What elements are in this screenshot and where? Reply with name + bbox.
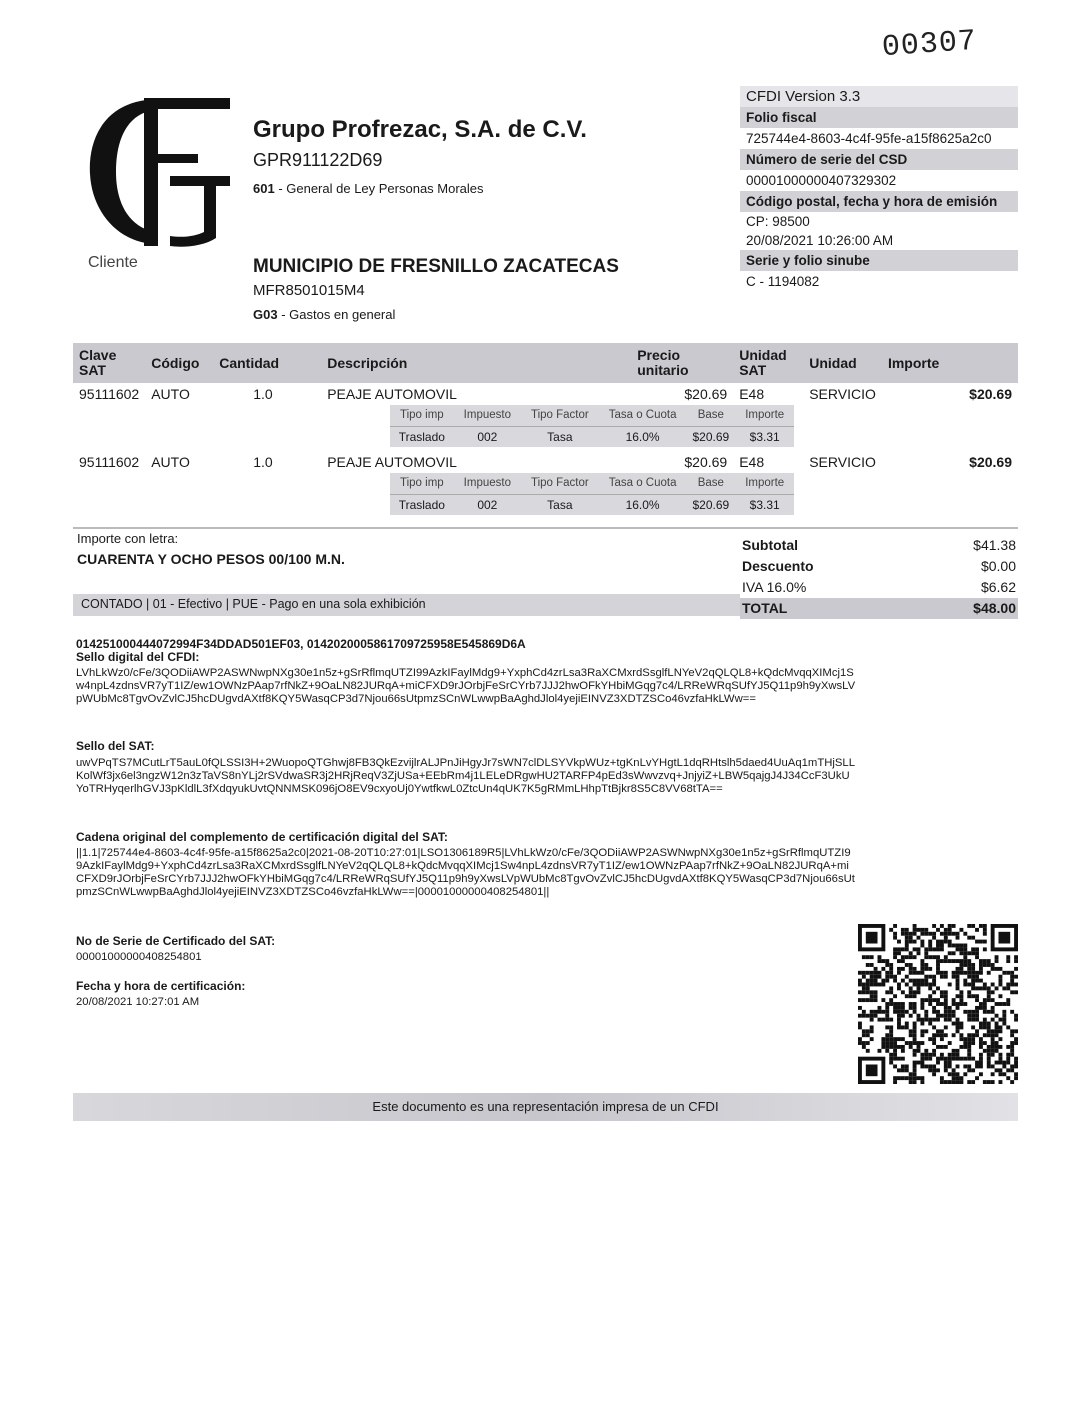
client-name: MUNICIPIO DE FRESNILLO ZACATECAS <box>253 256 619 277</box>
certificate-numbers: 014251000444072994F34DDAD501EF03, 01420200058617097259​58E545869D6A <box>76 637 526 651</box>
serie-folio: C - 1194082 <box>746 274 820 289</box>
tax-header: Base <box>686 405 735 427</box>
tax-cell: $20.69 <box>692 430 730 444</box>
folio-fiscal: 725744e4-8603-4c4f-95fe-a15f8625a2c0 <box>746 131 992 146</box>
tax-header: Importe <box>735 405 794 427</box>
cert-date-label: Fecha y hora de certificación: <box>76 979 246 993</box>
footer-note: Este documento es una representación impresa de un CFDI <box>73 1093 1018 1121</box>
client-uso-cfdi <box>253 307 619 322</box>
tax-header: Impuesto <box>454 473 521 495</box>
amount-words-label: Importe con letra: <box>77 531 179 546</box>
cadena-label: Cadena original del complemento de certificación digital del SAT: <box>76 830 448 844</box>
tax-header: Tipo imp <box>390 473 454 495</box>
uso-code: G03 <box>253 307 278 322</box>
folio-fiscal-label: Folio fiscal <box>740 107 1018 128</box>
tax-header: Tasa o Cuota <box>599 405 687 427</box>
cell-unidad: SERVICIO <box>809 454 876 470</box>
tax-row <box>73 473 1018 519</box>
cell-importe: $20.69 <box>969 386 1012 402</box>
tax-header: Tasa o Cuota <box>599 473 687 495</box>
iva-value: $6.62 <box>980 579 1016 595</box>
table-row <box>73 383 1018 405</box>
tax-cell: Traslado <box>398 498 445 512</box>
col-cantidad: Cantidad <box>213 343 321 383</box>
discount-row <box>740 556 1018 577</box>
emission-label: Código postal, fecha y hora de emisión <box>740 191 1018 212</box>
sat-cert-section <box>76 935 856 964</box>
iva-row <box>740 577 1018 598</box>
cell-unidad-sat: E48 <box>739 454 765 470</box>
table-row <box>73 451 1018 473</box>
tax-cell: 16.0% <box>625 430 660 444</box>
sello-sat-section <box>76 740 856 796</box>
col-unidad-sat: Unidad SAT <box>733 343 803 383</box>
tax-cell: 16.0% <box>625 498 660 512</box>
client-rfc: MFR8501015M4 <box>253 282 365 299</box>
issuer-regimen <box>253 181 587 196</box>
sello-cfdi: LVhLkWz0/cFe/3QODiiAWP2ASWNwpNXg30e1n5z+gSrRflmqUTZI99AzkIFaylMdg9+YxphCd4zrLsa3RaXCMxrdSsglfLNYeV2qQLQL8+kQdcMvqqXIMcj1Sw4npL4zdnsVR7yT1IZ/ew1OWNzPAap7rfNkZ+9OaLN82JURqA+miCFXD9rJOrbjFeSrCYrb7JJJ2hwOFkYHbiMGqg7c4/LRReWRqSUfYJ5Q11p9h9yXwsLVpWUbMc8TgvOvZvlCJ5hcDUgvdAXtf8KQY5WasqCP3d7Njou66sUtpmzSCnWLwwpBaAghdJlol4yejiEINVZ3XDTZSCo46vzfaHkLWw== <box>76 667 856 705</box>
postal-code: CP: 98500 <box>746 214 810 229</box>
client-block <box>253 256 619 322</box>
tax-header: Tipo imp <box>390 405 454 427</box>
csd-number: 00001000000407329302 <box>746 173 897 188</box>
amount-words: CUARENTA Y OCHO PESOS 00/100 M.N. <box>77 551 345 567</box>
csd-label: Número de serie del CSD <box>740 149 1018 170</box>
handwritten-folio-stamp: 00307 <box>880 24 979 66</box>
cell-clave: 95111602 <box>79 386 140 402</box>
discount-value: $0.00 <box>980 558 1016 574</box>
sat-cert-label: No de Serie de Certificado del SAT: <box>76 934 276 948</box>
company-logo <box>84 92 234 252</box>
client-label: Cliente <box>88 254 138 271</box>
qr-code <box>858 924 1018 1084</box>
cert-date-section <box>76 980 856 1009</box>
col-unidad: Unidad <box>803 343 882 383</box>
cell-descripcion: PEAJE AUTOMOVIL <box>327 454 457 470</box>
total-value: $48.00 <box>973 600 1016 616</box>
cell-unidad: SERVICIO <box>809 386 876 402</box>
sello-sat-label: Sello del SAT: <box>76 739 155 753</box>
tax-cell: $3.31 <box>749 498 780 512</box>
payment-method-bar: CONTADO | 01 - Efectivo | PUE - Pago en una sola exhibición <box>73 594 740 616</box>
sello-sat: uwVPqTS7MCutLrT5auL0fQLSSI3H+2WuopoQTGhwj8FB3QkEzvijlrALJPnJiHgyJr7sWN7clDLSYVkpWUz+tgKnLvYHgtL1dqRHtslh5daed4UuAq1mTHjSLLKolWf3jx6el3ngzW12n3zTaVS8nYLj2rSVdwaSR3j2HRjReqV3ZjUSa+EEbRm4j1LELeDRgwHU2TARFP4pEd3sWwvzvq+JnjyiZ+LBW5qajgJ4J34CcF3UkUYoTRHyqerlhGVJ3pKldlL3fXdqyukUvtQNNMSK096jO8EV9cxyoUj0YwtfkwL0ZtcUn4qUK7K5gRMmLHhpTtBjkr8S5C8VV68tTA== <box>76 757 855 795</box>
sello-cfdi-label: Sello digital del CFDI: <box>76 650 200 664</box>
tax-cell: Traslado <box>398 430 445 444</box>
subtotal-value: $41.38 <box>973 537 1016 553</box>
tax-header: Tipo Factor <box>521 405 599 427</box>
cell-precio: $20.69 <box>684 386 728 402</box>
cell-codigo: AUTO <box>151 386 190 402</box>
totals-block <box>740 535 1018 619</box>
tax-table <box>390 405 794 447</box>
discount-label: Descuento <box>742 558 814 574</box>
tax-cell: $3.31 <box>749 430 780 444</box>
cell-precio: $20.69 <box>684 454 728 470</box>
tax-header: Importe <box>735 473 794 495</box>
emission-date: 20/08/2021 10:26:00 AM <box>746 233 894 248</box>
tax-table <box>390 473 794 515</box>
cell-descripcion: PEAJE AUTOMOVIL <box>327 386 457 402</box>
issuer-rfc: GPR911122D69 <box>253 150 383 170</box>
tax-cell: Tasa <box>547 430 573 444</box>
total-row <box>740 598 1018 619</box>
tax-header: Base <box>686 473 735 495</box>
cadena-section <box>76 831 856 899</box>
cell-codigo: AUTO <box>151 454 190 470</box>
tax-cell: $20.69 <box>692 498 730 512</box>
cfdi-version: CFDI Version 3.3 <box>740 86 1018 107</box>
col-importe: Importe <box>882 343 1018 383</box>
subtotal-label: Subtotal <box>742 537 798 553</box>
total-label: TOTAL <box>742 600 788 616</box>
cell-unidad-sat: E48 <box>739 386 765 402</box>
tax-header: Tipo Factor <box>521 473 599 495</box>
serie-label: Serie y folio sinube <box>740 250 1018 271</box>
concepts-table <box>73 343 1018 519</box>
issuer-block <box>253 116 587 196</box>
col-clave: Clave SAT <box>73 343 145 383</box>
cert-date: 20/08/2021 10:27:01 AM <box>76 996 200 1008</box>
uso-desc: - Gastos en general <box>277 307 396 322</box>
tax-header: Impuesto <box>454 405 521 427</box>
tax-cell: 002 <box>477 498 498 512</box>
tax-cell: 002 <box>477 430 498 444</box>
col-codigo: Código <box>145 343 213 383</box>
iva-label: IVA 16.0% <box>742 579 807 595</box>
cfdi-info-box <box>740 86 1018 292</box>
tax-cell: Tasa <box>547 498 573 512</box>
col-descripcion: Descripción <box>321 343 631 383</box>
cadena-original: ||1.1|725744e4-8603-4c4f-95fe-a15f8625a2c0|2021-08-20T10:27:01|LSO1306189R5|LVhLkWz0/cFe/3QODiiAWP2ASWNwpNXg30e1n5z+gSrRflmqUTZI99AzkIFaylMdg9+YxphCd4zrLsa3RaXCMxrdSsglfLNYeV2qQLQL8+kQdcMvqqXIMcj1Sw4npL4zdnsVR7yT1IZ/ew1OWNzPAap7rfNkZ+9OaLN82JURqA+miCFXD9rJOrbjFeSrCYrb7JJJ2hwOFkYHbiMGqg7c4/LRReWRqSUfYJ5Q11p9h9yXwsLVpWUbMc8TgvOvZvlCJ5hcDUgvdAXtf8KQY5WasqCP3d7Njou66sUtpmzSCnWLwwpBaAghdJlol4yejiEINVZ3XDTZSCo46vzfaHkLWw==|00001000000408254801|| <box>76 847 855 898</box>
divider <box>73 527 1018 529</box>
tax-row <box>73 405 1018 451</box>
regimen-desc: - General de Ley Personas Morales <box>274 181 484 196</box>
subtotal-row <box>740 535 1018 556</box>
regimen-code: 601 <box>253 181 275 196</box>
sat-cert-number: 00001000000408254801 <box>76 951 202 963</box>
sello-cfdi-section <box>76 638 856 706</box>
cell-cantidad: 1.0 <box>253 454 273 470</box>
issuer-name: Grupo Profrezac, S.A. de C.V. <box>253 116 587 143</box>
table-header <box>73 343 1018 383</box>
cell-importe: $20.69 <box>969 454 1012 470</box>
col-precio: Precio unitario <box>631 343 733 383</box>
cell-cantidad: 1.0 <box>253 386 273 402</box>
cell-clave: 95111602 <box>79 454 140 470</box>
